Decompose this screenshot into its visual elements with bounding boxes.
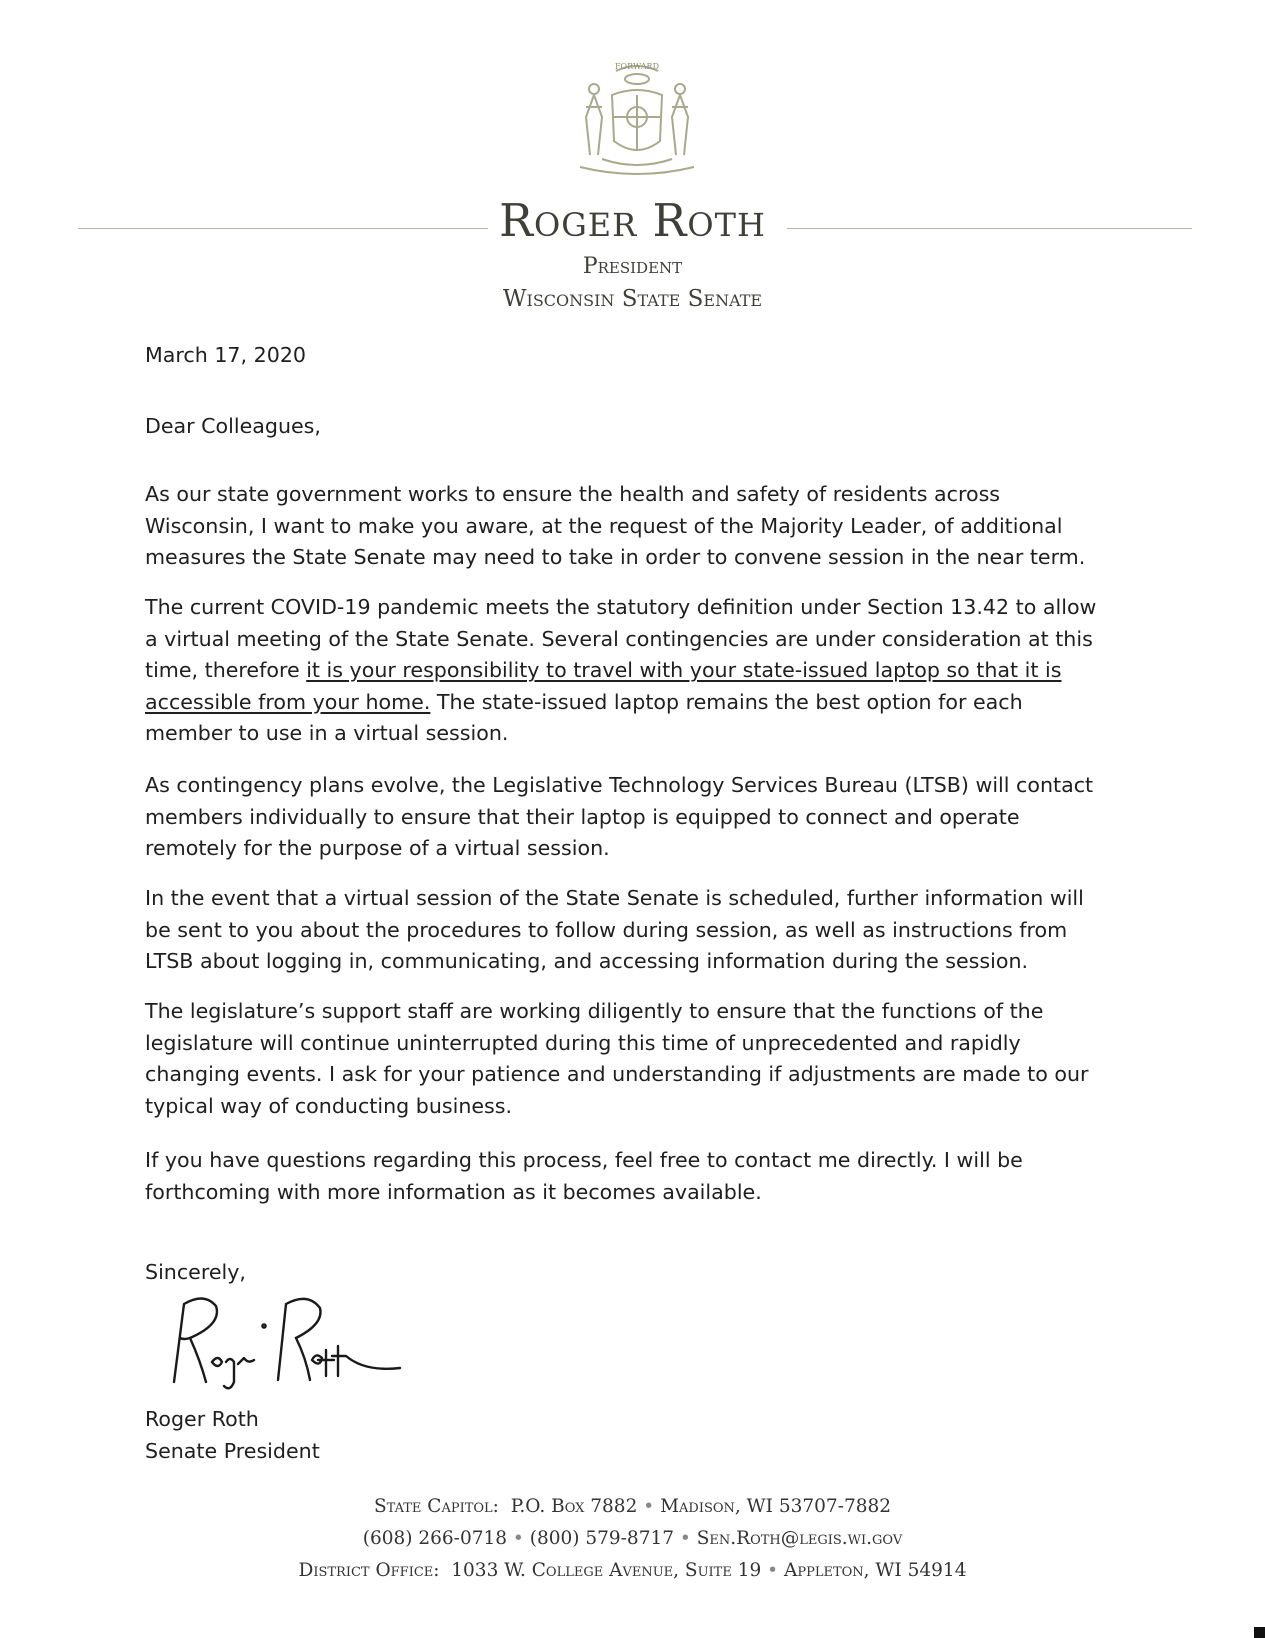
letter-paragraph: The legislature’s support staff are working diligently to ensure that the functions of the legislature will continue uninterrupted during this time of unprecedented and rapidly changing events. I ask for your patience and understanding if adjustments are made to our typical way of conducting business. [145,999,1089,1118]
letter-closing: Sincerely, [145,1260,246,1284]
underlined-emphasis: it is your responsibility to travel with your state-issued laptop so that it is accessible from your home. [145,658,1062,714]
separator-dot: • [767,1560,779,1581]
wisconsin-state-seal [572,55,702,185]
letter-paragraph: As contingency plans evolve, the Legislative Technology Services Bureau (LTSB) will contact members individually to ensure that their laptop is equipped to connect and operate remotely for the purpose of a virtual session. [145,773,1094,860]
footer-capitol-address: State Capitol: P.O. Box 7882 • Madison, WI 53707-7882 [373,1496,892,1517]
footer-contact [0,1528,1265,1549]
scan-corner-mark [1254,1627,1265,1638]
letterhead-title: President [582,254,683,279]
signer-title: Senate President [145,1439,320,1463]
letter-paragraph: If you have questions regarding this process, feel free to contact me directly. I will be forthcoming with more information as it becomes available. [145,1148,1023,1204]
separator-dot: • [679,1528,691,1549]
letter-date: March 17, 2020 [145,343,307,367]
letter-paragraph: As our state government works to ensure the health and safety of residents across Wisconsin, I want to make you aware, at the request of the Majority Leader, of additional measures the State Senate may need to take in order to convene session in the near term. [145,482,1086,569]
letter-paragraph: The current COVID-19 pandemic meets the statutory definition under Section 13.42 to allow a virtual meeting of the State Senate. Several contingencies are under consideration at this time, therefore it is your responsibility to travel with your state-issued laptop so that it is accessible from your home. The state-issued laptop remains the best option for each member to use in a virtual session. [145,595,1097,745]
footer-email: Sen.Roth@legis.wi.gov [696,1528,903,1549]
letter-paragraph: In the event that a virtual session of the State Senate is scheduled, further information will be sent to you about the procedures to follow during session, as well as instructions from LTSB about logging in, communicating, and accessing information during the session. [145,886,1084,973]
letter-salutation: Dear Colleagues, [145,414,321,438]
letterhead-organization: Wisconsin State Senate [502,286,763,312]
handwritten-signature [160,1290,410,1400]
svg-text:FORWARD: FORWARD [615,62,659,71]
footer-phone: (800) 579-8717 [529,1528,675,1549]
letterhead-rule-right [787,228,1192,229]
letterhead-name: Roger Roth [499,194,766,247]
separator-dot: • [643,1496,655,1517]
footer-phone: (608) 266-0718 [362,1528,508,1549]
signer-name: Roger Roth [145,1407,259,1431]
footer-district-office: District Office: 1033 W. College Avenue, Suite 19 • Appleton, WI 54914 [298,1560,967,1581]
separator-dot: • [512,1528,524,1549]
